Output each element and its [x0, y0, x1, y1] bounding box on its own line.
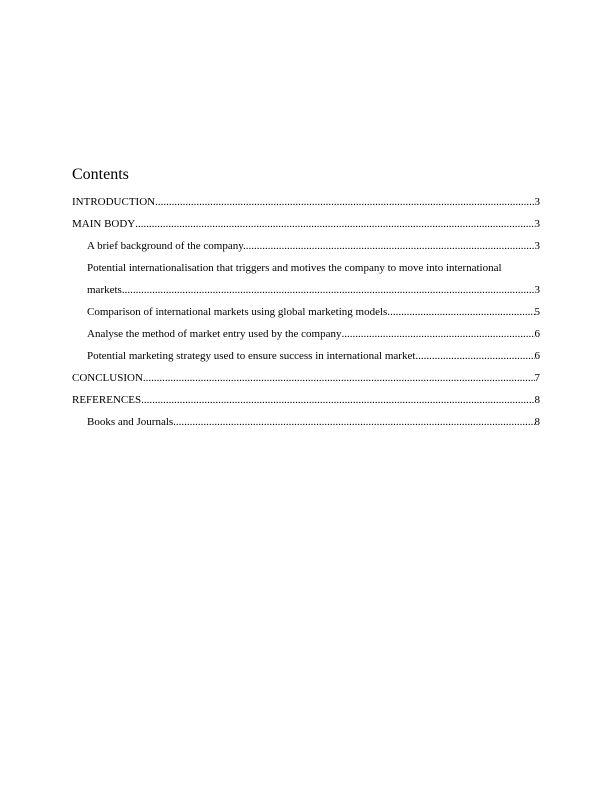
toc-page-number: 5 — [534, 306, 540, 318]
toc-page-number: 3 — [534, 196, 540, 208]
toc-entry-marketing-strategy[interactable] — [72, 345, 540, 367]
toc-page-number: 6 — [534, 350, 540, 362]
toc-entry-label: CONCLUSION — [72, 372, 143, 384]
toc-entry-label: Analyse the method of market entry used by the company — [87, 328, 342, 340]
toc-page-number: 3 — [534, 240, 540, 252]
toc-entry-label: INTRODUCTION — [72, 196, 156, 208]
toc-entry-label: Potential marketing strategy used to ensure success in international market. — [87, 350, 419, 362]
toc-entry-label: Comparison of international markets using global marketing models. — [87, 306, 391, 318]
toc-dot-leader — [246, 235, 535, 257]
toc-dot-leader — [122, 279, 535, 301]
toc-dot-leader — [155, 191, 534, 213]
toc-entry-label: A brief background of the company. — [87, 240, 246, 252]
toc-entry-internationalisation[interactable] — [72, 257, 540, 279]
toc-entry-label: Books and Journals — [87, 416, 174, 428]
toc-entry-label: MAIN BODY — [72, 218, 136, 230]
toc-page-number: 8 — [534, 394, 540, 406]
toc-dot-leader — [141, 389, 534, 411]
toc-entry-label: REFERENCES — [72, 394, 142, 406]
toc-entry-books-journals[interactable] — [72, 411, 540, 433]
toc-dot-leader — [143, 367, 535, 389]
toc-entry-comparison[interactable] — [72, 301, 540, 323]
toc-dot-leader — [390, 301, 534, 323]
toc-entry-conclusion[interactable] — [72, 367, 540, 389]
toc-page-number: 8 — [534, 416, 540, 428]
toc-entry-market-entry[interactable] — [72, 323, 540, 345]
toc-page-number: 3 — [534, 218, 540, 230]
toc-entry-label: markets — [87, 284, 122, 296]
toc-dot-leader — [135, 213, 534, 235]
toc-entry-main-body[interactable] — [72, 213, 540, 235]
table-of-contents — [72, 191, 540, 433]
toc-dot-leader — [173, 411, 534, 433]
toc-page-number: 7 — [534, 372, 540, 384]
toc-entry-background[interactable] — [72, 235, 540, 257]
toc-entry-introduction[interactable] — [72, 191, 540, 213]
toc-heading: Contents — [72, 166, 129, 183]
toc-entry-internationalisation-cont[interactable] — [72, 279, 540, 301]
toc-page-number: 3 — [534, 284, 540, 296]
toc-entry-references[interactable] — [72, 389, 540, 411]
toc-dot-leader — [341, 323, 534, 345]
toc-page-number: 6 — [534, 328, 540, 340]
toc-dot-leader — [418, 345, 534, 367]
toc-entry-label: Potential internationalisation that triggers and motives the company to move into international — [87, 262, 502, 274]
